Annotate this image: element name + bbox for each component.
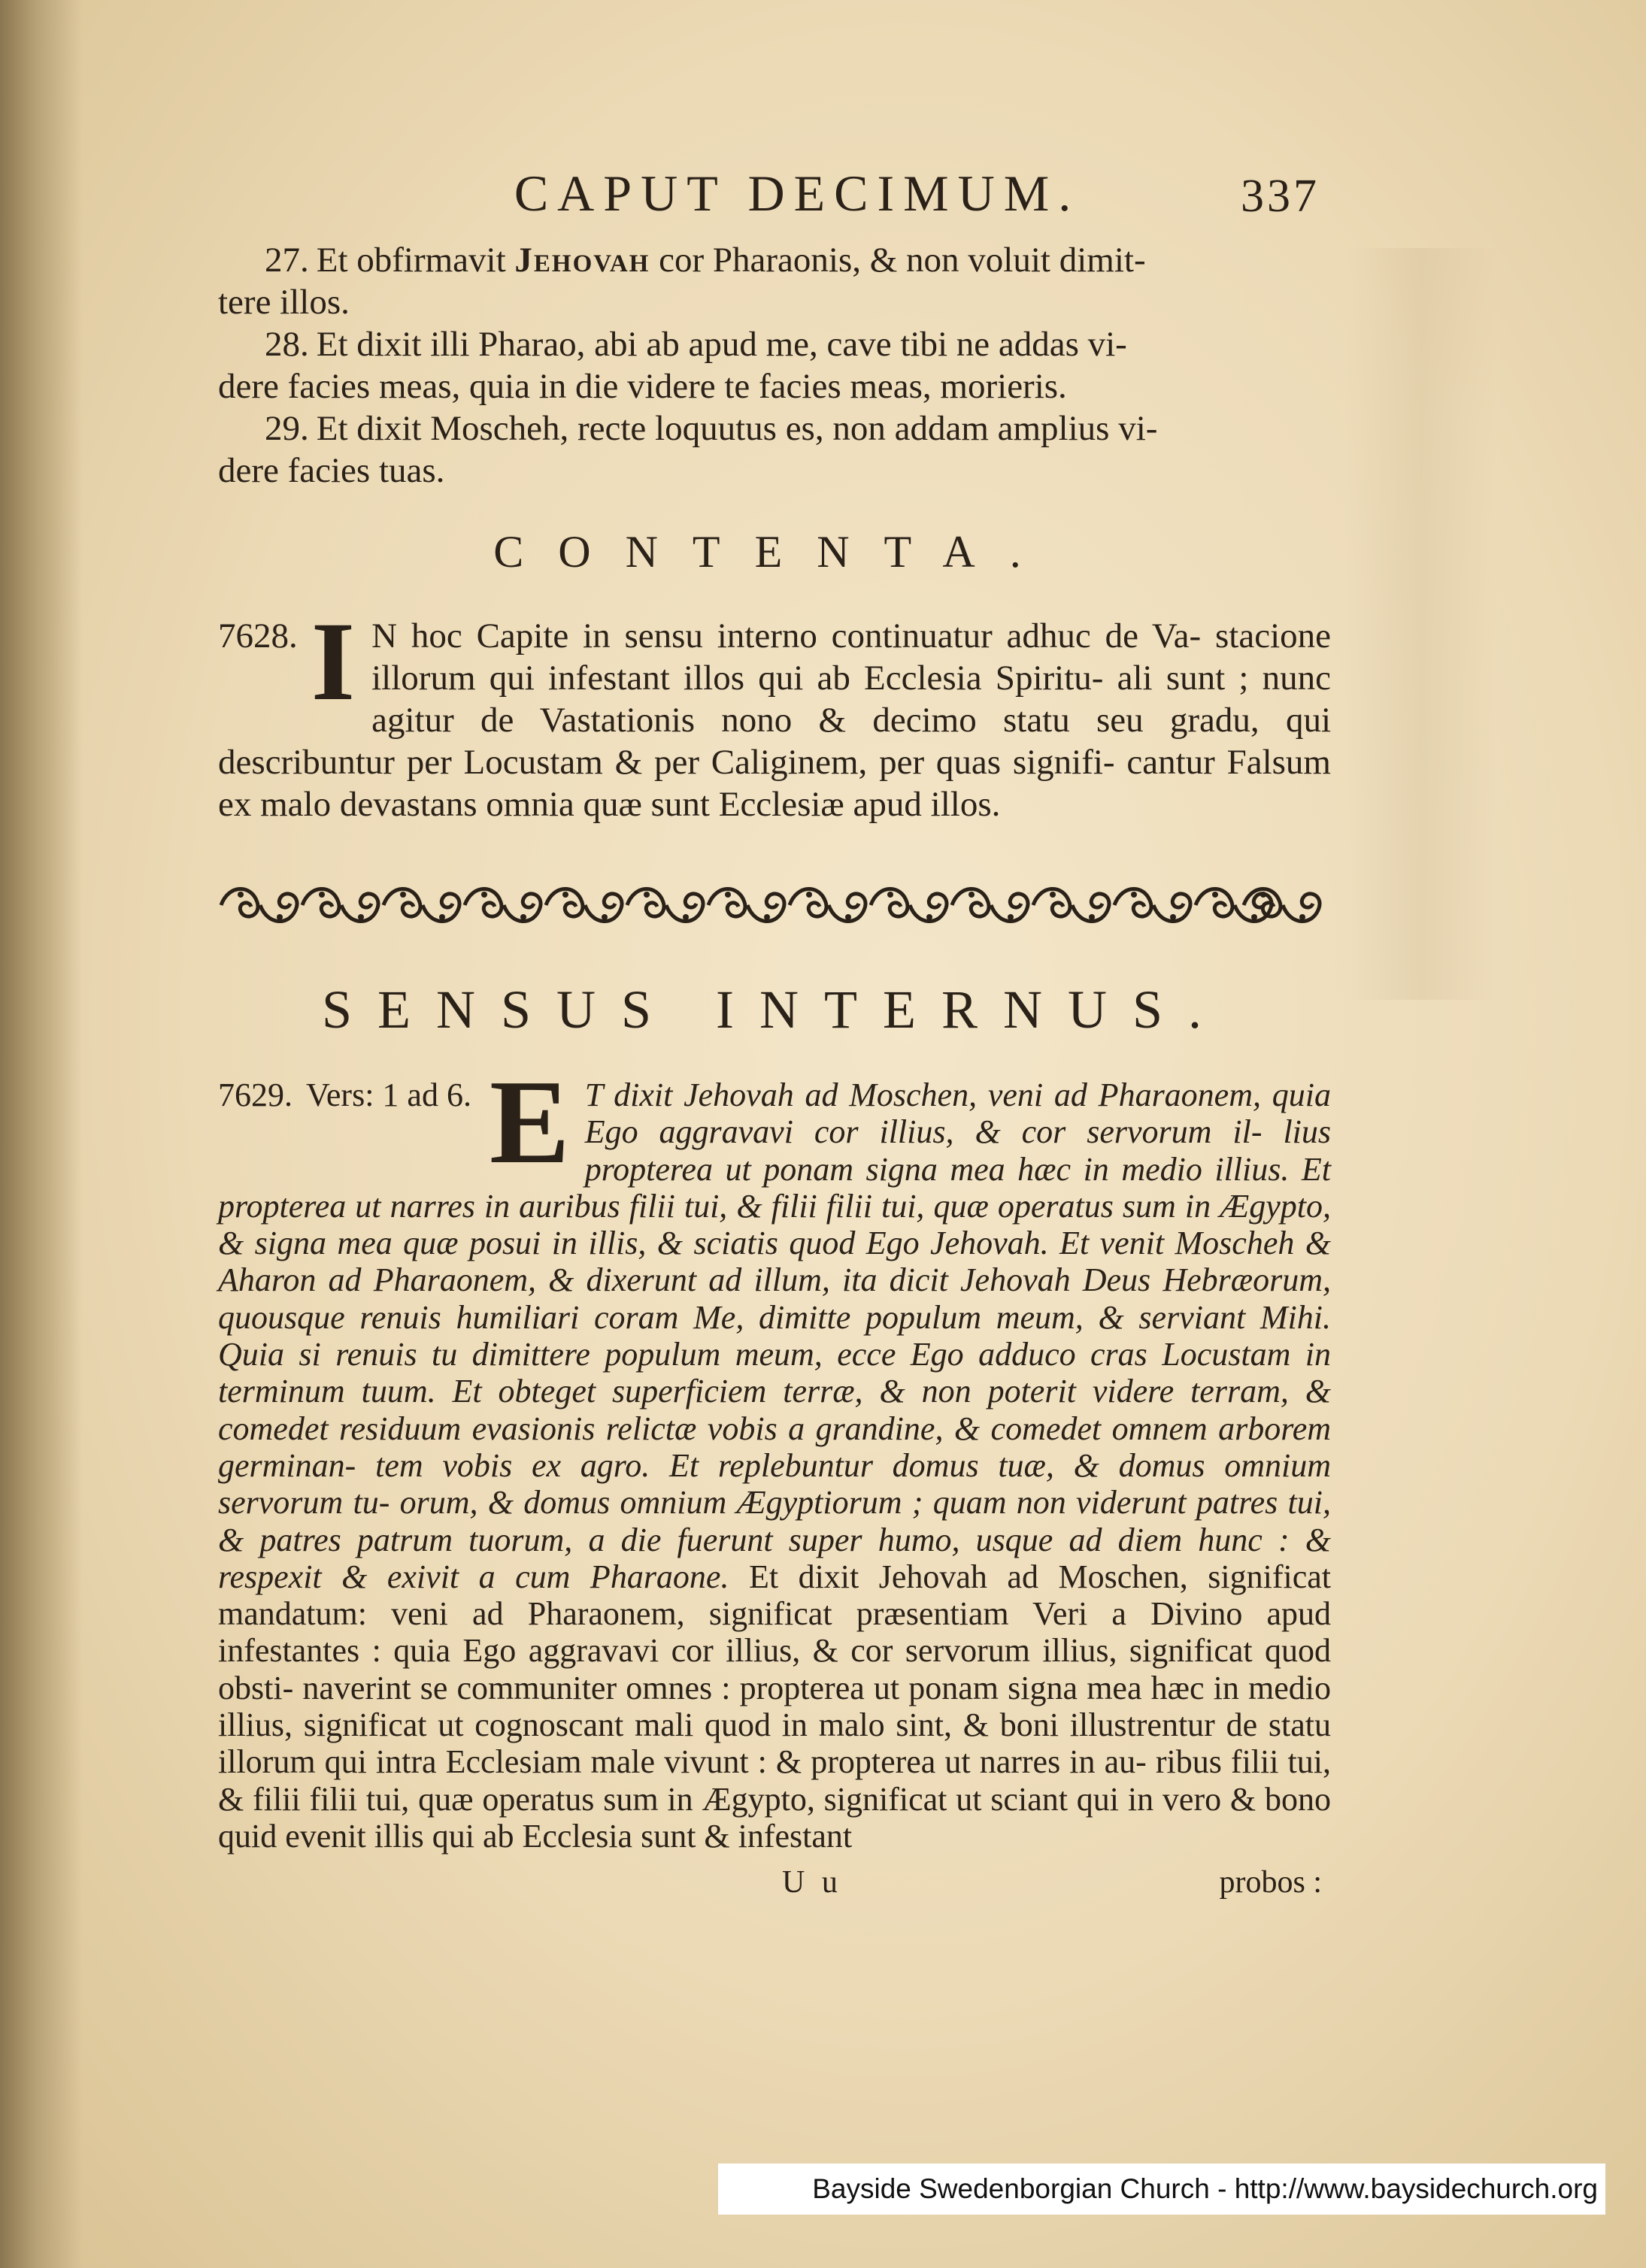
commentary-line: quia Ego aggravavi cor illius, & cor servorum illius, significat quod obsti- (218, 1632, 1332, 1706)
verse-text: cor Pharaonis, & non voluit dimit- (659, 241, 1146, 280)
divine-name: Jehovah (514, 241, 650, 280)
paragraph-line: qui describuntur per Locustam & per Caliginem, per quas signifi- (218, 701, 1331, 782)
paragraph-line: cantur Falsum ex malo devastans omnia quæ sunt Ecclesiæ apud illos. (218, 743, 1331, 824)
scripture-line: tem vobis ex agro. Et replebuntur domus tuæ, & domus omnium servorum tu- (218, 1446, 1332, 1522)
running-head: CAPUT DECIMUM. (514, 165, 1081, 222)
drop-cap: I (311, 599, 356, 724)
verse-line (218, 323, 1331, 365)
sensus-paragraph (218, 1055, 1332, 1855)
commentary-line: veni ad Pharaonem, significat præsentiam Veri a Divino apud infestantes : (218, 1595, 1332, 1670)
scripture-line: T dixit Jehovah ad Moschen, veni ad Pharaonem, (584, 1076, 1261, 1113)
verse-line: tere illos. (218, 283, 350, 322)
binding-gutter-shadow (0, 0, 83, 2268)
scripture-line: tuum. Et obteget superficiem terræ, & non poterit videre terram, & comedet (218, 1373, 1332, 1447)
commentary-line: naverint se communiter omnes : propterea ut ponam signa mea hæc in medio (302, 1669, 1332, 1706)
paragraph-line: stacione illorum qui infestant illos qui ab Ecclesia Spiritu- (371, 616, 1331, 698)
verse-29 (218, 407, 1331, 492)
verse-text: Et dixit illi Pharao, abi ab apud me, cave tibi ne addas vi- (316, 325, 1127, 364)
drop-cap: E (489, 1055, 570, 1189)
paragraph-line: ali sunt ; nunc agitur de Vastationis nono & decimo statu seu gradu, (371, 659, 1332, 740)
verse-line: dere facies meas, quia in die videre te facies meas, morieris. (218, 367, 1067, 406)
scripture-line: residuum evasionis relictæ vobis a grandine, & comedet omnem arborem germinan- (218, 1410, 1331, 1484)
verse-line (218, 407, 1331, 450)
signature-mark: U u (782, 1865, 842, 1900)
verse-27 (218, 239, 1331, 323)
scripture-line: posui in illis, & sciatis quod Ego Jehovah. Et venit Moscheh & Aharon ad (218, 1225, 1332, 1299)
verse-line (218, 239, 1331, 281)
contenta-paragraph (218, 599, 1332, 825)
scripture-line: Pharaonem, & dixerunt ad illum, ita dicit Jehovah Deus Hebræorum, quousque (218, 1261, 1332, 1336)
source-watermark: Bayside Swedenborgian Church - http://www.baysidechurch.org (718, 2164, 1605, 2215)
commentary-line: illius, significat ut cognoscant mali quod in malo sint, & boni illustrentur de (218, 1706, 1258, 1744)
scripture-line: renuis tu dimittere populum meum, ecce Ego adduco cras Locustam in terminum (218, 1336, 1332, 1410)
verse-line: dere facies tuas. (218, 451, 445, 490)
scripture-line: quia Ego aggravavi cor illius, & cor servorum il- (584, 1076, 1332, 1151)
verse-reference: Vers: 1 ad 6. (306, 1076, 471, 1113)
paper-stain (1346, 248, 1496, 1000)
paragraph-number: 7628. (218, 616, 298, 656)
scripture-line: auribus filii tui, & filii filii tui, quæ operatus sum in Ægypto, & signa mea quæ (218, 1187, 1331, 1262)
verse-list (218, 239, 1331, 492)
verse-number: 27. (265, 241, 309, 280)
paragraph-number: 7629. (218, 1076, 293, 1113)
commentary-line: sciant qui in vero & bono quid evenit illis qui ab Ecclesia sunt & infestant (218, 1780, 1331, 1855)
page-number: 337 (1241, 171, 1320, 222)
scripture-line: orum, & domus omnium Ægyptiorum ; quam non viderunt patres tui, & patres (218, 1484, 1332, 1558)
verse-text: Et dixit Moscheh, recte loquutus es, non addam amplius vi- (316, 409, 1158, 448)
verse-number: 28. (265, 325, 309, 364)
sensus-heading: SENSUS INTERNUS. (321, 980, 1228, 1040)
paragraph-line: N hoc Capite in sensu interno continuatur adhuc de Va- (371, 616, 1202, 656)
scripture-line: renuis humiliari coram Me, dimitte populum meum, & serviant Mihi. Quia si (218, 1298, 1332, 1373)
scripture-line: exivit a cum Pharaone. (386, 1558, 729, 1595)
commentary-line: statu illorum qui intra Ecclesiam male vivunt : & propterea ut narres in au- (218, 1706, 1331, 1781)
ornamental-border (218, 880, 1322, 931)
verse-28 (218, 323, 1331, 407)
commentary-line: ribus filii tui, & filii filii tui, quæ operatus sum in Ægypto, significat ut (218, 1743, 1331, 1818)
contenta-heading: CONTENTA. (493, 527, 1056, 577)
page-header (218, 164, 1331, 232)
scripture-line: lius propterea ut ponam signa mea hæc in medio illius. Et propterea ut narres in (218, 1113, 1332, 1225)
commentary-line: Et dixit Jehovah ad Moschen, significat mandatum: (218, 1558, 1331, 1633)
verse-text: Et obfirmavit (316, 241, 506, 280)
verse-number: 29. (265, 409, 309, 448)
catchword: probos : (1219, 1865, 1322, 1900)
ornament-row (221, 889, 1320, 921)
scripture-line: patrum tuorum, a die fuerunt super humo, usque ad diem hunc : & respexit & (218, 1521, 1331, 1595)
